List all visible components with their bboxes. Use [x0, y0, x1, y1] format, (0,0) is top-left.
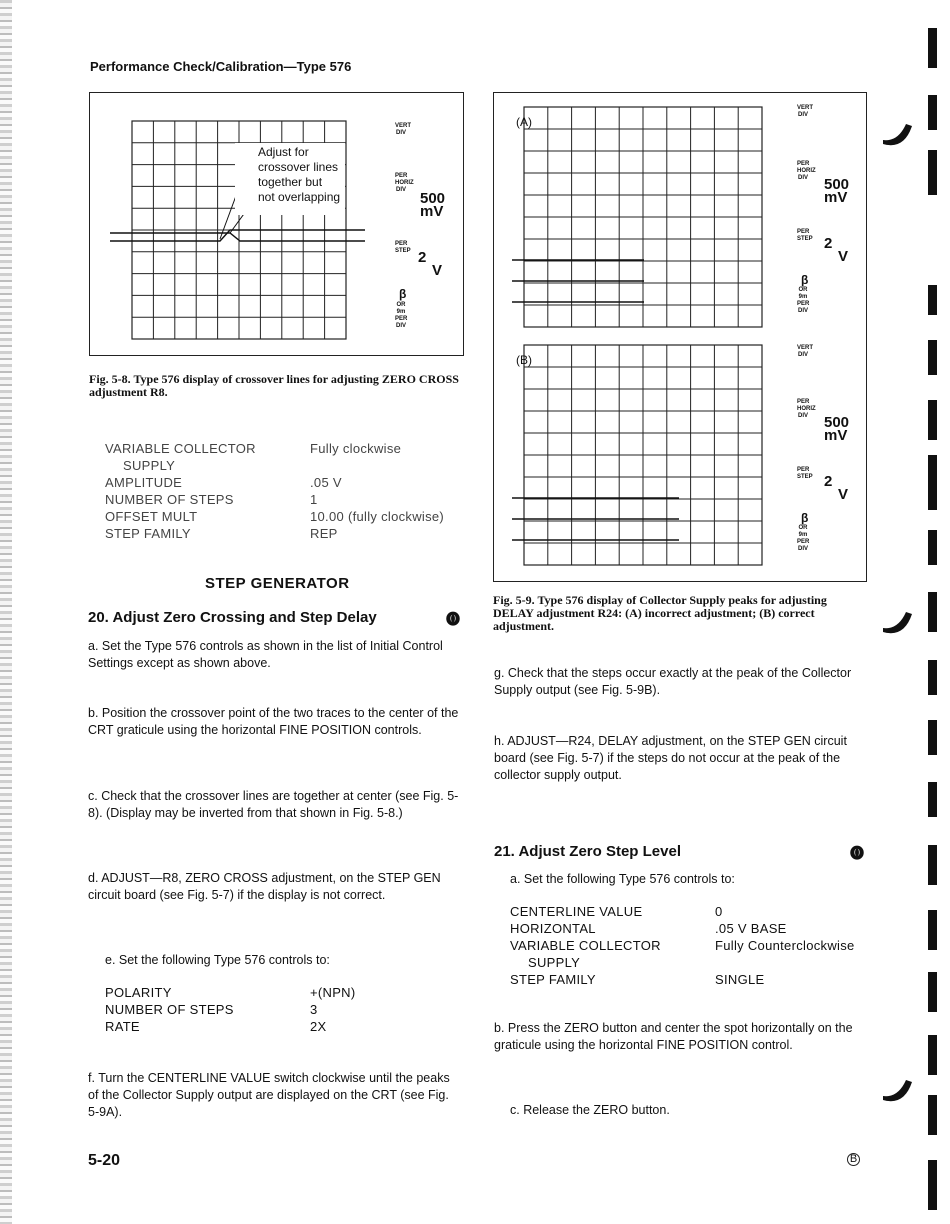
fig-5-8-beta: β: [399, 287, 407, 301]
fig-5-8-annotation-4: not overlapping: [258, 190, 341, 204]
fig-5-9b-beta-sub: OR 9m PER DIV: [797, 525, 810, 552]
fig-5-8-annotation-2: crossover lines: [258, 160, 339, 174]
settings-row: VARIABLE COLLECTOR Fully clockwise: [105, 441, 402, 456]
change-bar: [928, 1035, 937, 1075]
fig-5-9a-beta-sub: OR 9m PER DIV: [797, 287, 810, 314]
publisher-logo: B: [847, 1153, 860, 1166]
fig-5-8-caption: Fig. 5-8. Type 576 display of crossover lines for adjusting ZERO CROSS adjustment R8.: [89, 372, 459, 399]
change-bar: [928, 95, 937, 130]
settings-row: AMPLITUDE .05 V: [105, 475, 342, 490]
change-bar: [928, 720, 937, 755]
settings-row: VARIABLE COLLECTOR Fully Counterclockwise: [510, 938, 855, 953]
settings-list-2: [105, 984, 356, 1035]
fig-5-9a-horiz-value: 500: [824, 176, 850, 193]
step-20-title: 20. Adjust Zero Crossing and Step Delay: [88, 609, 377, 626]
fig-5-9b-vert-label: VERT DIV: [797, 345, 814, 358]
fig-5-9b-horiz-unit: mV: [824, 427, 848, 444]
step-20-h: h. ADJUST—R24, DELAY adjustment, on the STEP GEN circuit board (see Fig. 5-7) if the steps do not occur at the peak of the collector supply output.: [494, 734, 847, 782]
settings-row: STEP FAMILY REP: [105, 526, 338, 541]
change-bar: [928, 592, 937, 632]
fig-5-9a-step-unit: V: [838, 248, 849, 265]
fig-5-8-frame: [89, 92, 464, 356]
change-bar: [928, 285, 937, 315]
settings-row: HORIZONTAL .05 V BASE: [510, 921, 787, 936]
fig-5-8-annotation-3: together but: [258, 175, 323, 189]
settings-row: SUPPLY: [123, 458, 176, 473]
change-bar: [928, 28, 937, 68]
fig-5-9a-beta: β: [801, 273, 809, 287]
fig-5-9-graticule: [494, 93, 866, 581]
step-20-d: d. ADJUST—R8, ZERO CROSS adjustment, on the STEP GEN circuit board (see Fig. 5-7) if the display is not correct.: [88, 871, 441, 902]
step-21-b: b. Press the ZERO button and center the spot horizontally on the graticule using the horizontal FINE POSITION control.: [494, 1021, 853, 1052]
step-20-c: c. Check that the crossover lines are together at center (see Fig. 5-8). (Display may be inverted from that shown in Fig. 5-8.): [88, 789, 459, 820]
fig-5-9a-step-label: PER STEP: [797, 229, 813, 242]
fig-5-9-label-b: (B): [516, 353, 532, 367]
change-bar: [928, 530, 937, 565]
fig-5-9b-horiz-value: 500: [824, 414, 850, 431]
fig-5-8-horiz-label: PER HORIZ DIV: [395, 173, 414, 193]
fig-5-8-step-label: PER STEP: [395, 241, 411, 254]
calibration-mark-icon: ⓿: [850, 845, 864, 861]
fig-5-9-label-a: (A): [516, 115, 532, 129]
settings-row: POLARITY +(NPN): [105, 985, 356, 1000]
settings-row: NUMBER OF STEPS 3: [105, 1002, 318, 1017]
change-bar: [928, 782, 937, 817]
fig-5-9-caption: Fig. 5-9. Type 576 display of Collector Supply peaks for adjusting DELAY adjustment R24: (A) incorrect adjustment; (B) correct adjustment.: [493, 593, 827, 633]
settings-row: SUPPLY: [528, 955, 581, 970]
binder-hole-icon: [878, 112, 918, 152]
fig-5-8-annotation-1: Adjust for: [258, 145, 309, 159]
page-number: 5-20: [88, 1152, 121, 1169]
step-20-a: a. Set the Type 576 controls as shown in the list of Initial Control Settings except as shown above.: [88, 639, 443, 670]
settings-list-3: [510, 903, 855, 988]
settings-list-1: [105, 440, 444, 542]
fig-5-9b-horiz-label: PER HORIZ DIV: [797, 399, 816, 419]
settings-row: STEP FAMILY SINGLE: [510, 972, 765, 987]
change-bar: [928, 400, 937, 440]
fig-5-9a-horiz-unit: mV: [824, 189, 848, 206]
section-title: STEP GENERATOR: [205, 575, 350, 592]
binder-hole-icon: [878, 600, 918, 640]
fig-5-8-beta-sub: OR 9m PER DIV: [395, 302, 408, 329]
step-21-a: a. Set the following Type 576 controls to:: [510, 872, 735, 886]
fig-5-8-graticule: [90, 93, 463, 355]
fig-5-8-step-value: 2: [418, 249, 427, 266]
settings-row: OFFSET MULT 10.00 (fully clockwise): [105, 509, 445, 524]
fig-5-8-horiz-unit: mV: [420, 203, 444, 220]
calibration-mark-icon: ⓿: [446, 611, 460, 627]
fig-5-9a-vert-label: VERT DIV: [797, 105, 814, 118]
fig-5-8-vert-label: VERT DIV: [395, 123, 412, 136]
change-bar: [928, 910, 937, 950]
binder-hole-icon: [878, 1068, 918, 1108]
fig-5-9a-horiz-label: PER HORIZ DIV: [797, 161, 816, 181]
fig-5-9b-step-value: 2: [824, 473, 833, 490]
fig-5-9b-beta: β: [801, 511, 809, 525]
page-header: Performance Check/Calibration—Type 576: [90, 59, 352, 74]
change-bar: [928, 1160, 937, 1210]
step-20-b: b. Position the crossover point of the two traces to the center of the CRT graticule using the horizontal FINE POSITION controls.: [88, 706, 459, 737]
change-bar: [928, 1095, 937, 1135]
settings-row: NUMBER OF STEPS 1: [105, 492, 318, 507]
fig-5-9-frame: [493, 92, 867, 582]
change-bar: [928, 340, 937, 375]
step-21-title: 21. Adjust Zero Step Level: [494, 843, 681, 860]
settings-row: RATE 2X: [105, 1019, 327, 1034]
fig-5-9b-step-label: PER STEP: [797, 467, 813, 480]
fig-5-8-step-unit: V: [432, 262, 443, 279]
fig-5-9a-step-value: 2: [824, 235, 833, 252]
settings-row: CENTERLINE VALUE 0: [510, 904, 723, 919]
fig-5-9b-step-unit: V: [838, 486, 849, 503]
step-20-e: e. Set the following Type 576 controls to:: [105, 953, 330, 967]
step-20-f: f. Turn the CENTERLINE VALUE switch clockwise until the peaks of the Collector Supply output are displayed on the CRT (see Fig. 5-9A).: [88, 1071, 450, 1119]
change-bar: [928, 150, 937, 195]
step-21-c: c. Release the ZERO button.: [510, 1103, 670, 1117]
step-20-g: g. Check that the steps occur exactly at the peak of the Collector Supply output (see Fig. 5-9B).: [494, 666, 852, 697]
change-bar: [928, 660, 937, 695]
change-bar: [928, 455, 937, 510]
scan-binding-edge: [0, 0, 12, 1224]
change-bar: [928, 845, 937, 885]
fig-5-8-horiz-value: 500: [420, 190, 446, 207]
change-bar: [928, 972, 937, 1012]
